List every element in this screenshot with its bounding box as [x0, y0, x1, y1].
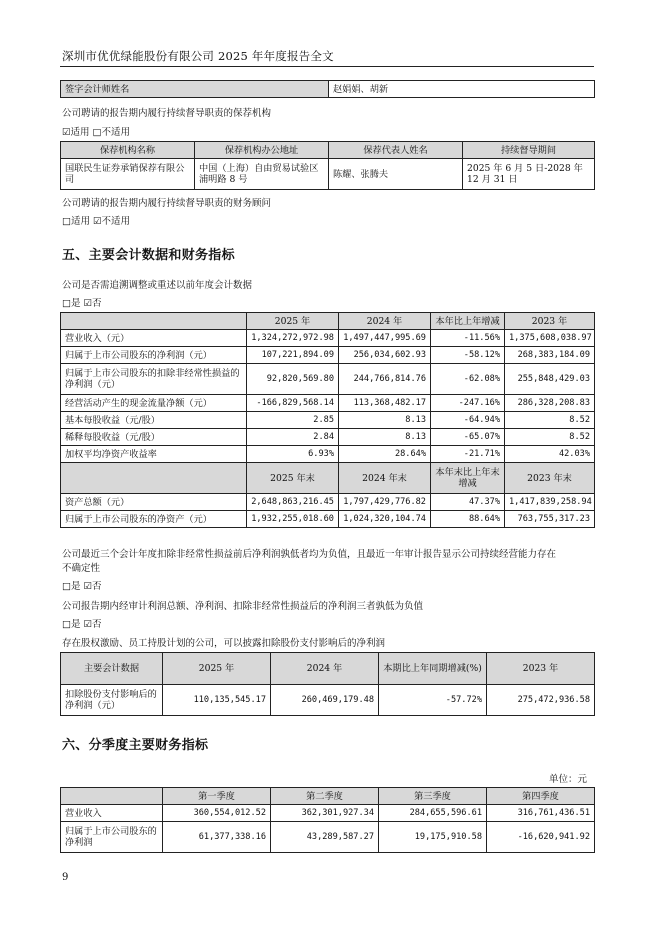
sp-header-2023: 2023 年 [487, 653, 595, 685]
cell-value: 1,932,255,018.60 [247, 511, 339, 528]
row-label: 经营活动产生的现金流量净额（元） [61, 395, 247, 412]
cell-value: 763,755,317.23 [505, 511, 595, 528]
row-label: 加权平均净资产收益率 [61, 446, 247, 463]
cell-value: 1,797,429,776.82 [339, 494, 431, 511]
cell-value: 110,135,545.17 [163, 685, 271, 716]
share-payment-note: 存在股权激励、员工持股计划的公司，可以披露扣除股份支付影响后的净利润 [62, 638, 386, 649]
cell-value: 286,328,208.83 [505, 395, 595, 412]
cell-value: 255,848,429.03 [505, 364, 595, 395]
negative-profit-answer: □是 ☑否 [62, 619, 102, 630]
sponsor-reps: 陈耀、张腾夫 [329, 159, 463, 190]
fin-header-blank [61, 313, 247, 330]
q-header-q1: 第一季度 [163, 788, 271, 805]
table-row [61, 511, 595, 528]
signing-label: 签字会计师姓名 [61, 81, 329, 98]
cell-value: 284,655,596.61 [379, 805, 487, 822]
restate-question: 公司是否需追溯调整或重述以前年度会计数据 [62, 280, 253, 291]
table-row [61, 330, 595, 347]
sponsor-table [60, 141, 595, 190]
cell-value: 28.64% [339, 446, 431, 463]
cell-value: 6.93% [247, 446, 339, 463]
q-header-q4: 第四季度 [487, 788, 595, 805]
q-header-q2: 第二季度 [271, 788, 379, 805]
cell-value: 8.13 [339, 412, 431, 429]
cell-value: 19,175,910.58 [379, 822, 487, 853]
q-header-blank [61, 788, 163, 805]
table-row [61, 685, 595, 716]
fin-header2-2025: 2025 年末 [247, 463, 339, 494]
cell-value: -58.12% [431, 347, 505, 364]
cell-value: -16,620,941.92 [487, 822, 595, 853]
sponsor-intro: 公司聘请的报告期内履行持续督导职责的保荐机构 [62, 108, 272, 119]
row-label: 归属于上市公司股东的净利润（元） [61, 347, 247, 364]
fin-header-2023: 2023 年 [505, 313, 595, 330]
sponsor-period: 2025 年 6 月 5 日-2028 年 12 月 31 日 [463, 159, 595, 190]
cell-value: 1,417,839,258.94 [505, 494, 595, 511]
fin-header-2024: 2024 年 [339, 313, 431, 330]
advisor-check: □适用 ☑不适用 [62, 216, 131, 227]
cell-value: 244,766,814.76 [339, 364, 431, 395]
cell-value: 256,034,602.93 [339, 347, 431, 364]
row-label: 归属于上市公司股东的扣除非经常性损益的净利润（元） [61, 364, 247, 395]
unit-label: 单位：元 [549, 774, 588, 785]
negative-profit-question: 公司报告期内经审计利润总额、净利润、扣除非经常性损益后的净利润三者孰低为负值 [62, 601, 424, 612]
table-row [61, 347, 595, 364]
cell-value: 42.03% [505, 446, 595, 463]
cell-value: 88.64% [431, 511, 505, 528]
table-row [61, 429, 595, 446]
header-rule [60, 66, 594, 67]
cell-value: 113,368,482.17 [339, 395, 431, 412]
row-label: 归属于上市公司股东的净利润 [61, 822, 163, 853]
page-number: 9 [62, 872, 69, 883]
cell-value: 1,375,608,038.97 [505, 330, 595, 347]
cell-value: 1,324,272,972.98 [247, 330, 339, 347]
signing-table [60, 80, 595, 98]
sponsor-header-period: 持续督导期间 [463, 142, 595, 159]
quarterly-table [60, 787, 595, 853]
fin-header2-blank [61, 463, 247, 494]
report-header-title: 深圳市优优绿能股份有限公司 2025 年年度报告全文 [62, 49, 334, 63]
cell-value: 107,221,894.09 [247, 347, 339, 364]
share-payment-table [60, 652, 595, 716]
cell-value: 8.52 [505, 412, 595, 429]
row-label: 基本每股收益（元/股） [61, 412, 247, 429]
cell-value: -21.71% [431, 446, 505, 463]
cell-value: 43,289,587.27 [271, 822, 379, 853]
cell-value: -166,829,568.14 [247, 395, 339, 412]
cell-value: -11.56% [431, 330, 505, 347]
cell-value: 362,301,927.34 [271, 805, 379, 822]
row-label: 营业收入 [61, 805, 163, 822]
sp-header-change: 本期比上年同期增减(%) [379, 653, 487, 685]
sp-header-2025: 2025 年 [163, 653, 271, 685]
cell-value: 268,383,184.09 [505, 347, 595, 364]
fin-header-change: 本年比上年增减 [431, 313, 505, 330]
cell-value: -65.07% [431, 429, 505, 446]
cell-value: 8.52 [505, 429, 595, 446]
fin-header2-2023: 2023 年末 [505, 463, 595, 494]
row-label: 归属于上市公司股东的净资产（元） [61, 511, 247, 528]
advisor-intro: 公司聘请的报告期内履行持续督导职责的财务顾问 [62, 198, 272, 209]
cell-value: 316,761,436.51 [487, 805, 595, 822]
section5-title: 五、主要会计数据和财务指标 [62, 248, 235, 263]
cell-value: 275,472,936.58 [487, 685, 595, 716]
cell-value: 2,648,863,216.45 [247, 494, 339, 511]
sponsor-check: ☑适用 □不适用 [62, 127, 131, 138]
sponsor-name: 国联民生证券承销保荐有限公司 [61, 159, 195, 190]
signing-value: 赵娟娟、胡新 [329, 81, 595, 98]
table-row [61, 364, 595, 395]
cell-value: 61,377,338.16 [163, 822, 271, 853]
cell-value: 1,497,447,995.69 [339, 330, 431, 347]
sponsor-header-reps: 保荐代表人姓名 [329, 142, 463, 159]
sponsor-header-address: 保荐机构办公地址 [195, 142, 329, 159]
cell-value: 1,024,320,104.74 [339, 511, 431, 528]
sponsor-header-name: 保荐机构名称 [61, 142, 195, 159]
cell-value: -247.16% [431, 395, 505, 412]
row-label: 稀释每股收益（元/股） [61, 429, 247, 446]
sp-header-label: 主要会计数据 [61, 653, 163, 685]
row-label: 营业收入（元） [61, 330, 247, 347]
cell-value: -57.72% [379, 685, 487, 716]
section6-title: 六、分季度主要财务指标 [62, 738, 209, 753]
table-row [61, 395, 595, 412]
row-label: 扣除股份支付影响后的净利润（元） [61, 685, 163, 716]
table-row [61, 494, 595, 511]
cell-value: 2.84 [247, 429, 339, 446]
going-concern-question-2: 不确定性 [62, 563, 101, 574]
cell-value: 260,469,179.48 [271, 685, 379, 716]
cell-value: -64.94% [431, 412, 505, 429]
q-header-q3: 第三季度 [379, 788, 487, 805]
sp-header-2024: 2024 年 [271, 653, 379, 685]
cell-value: 92,820,569.80 [247, 364, 339, 395]
sponsor-address: 中国（上海）自由贸易试验区浦明路 8 号 [195, 159, 329, 190]
fin-header2-2024: 2024 年末 [339, 463, 431, 494]
fin-header-2025: 2025 年 [247, 313, 339, 330]
table-row [61, 446, 595, 463]
financial-indicators-table [60, 312, 595, 528]
cell-value: 47.37% [431, 494, 505, 511]
table-row [61, 805, 595, 822]
row-label: 资产总额（元） [61, 494, 247, 511]
cell-value: -62.08% [431, 364, 505, 395]
table-row [61, 412, 595, 429]
going-concern-answer: □是 ☑否 [62, 581, 102, 592]
fin-header2-change: 本年末比上年末增减 [431, 463, 505, 494]
restate-answer: □是 ☑否 [62, 298, 102, 309]
cell-value: 360,554,012.52 [163, 805, 271, 822]
cell-value: 2.85 [247, 412, 339, 429]
going-concern-question-1: 公司最近三个会计年度扣除非经常性损益前后净利润孰低者均为负值，且最近一年审计报告显示公司持续经营能力存在 [62, 549, 557, 560]
table-row [61, 822, 595, 853]
cell-value: 8.13 [339, 429, 431, 446]
